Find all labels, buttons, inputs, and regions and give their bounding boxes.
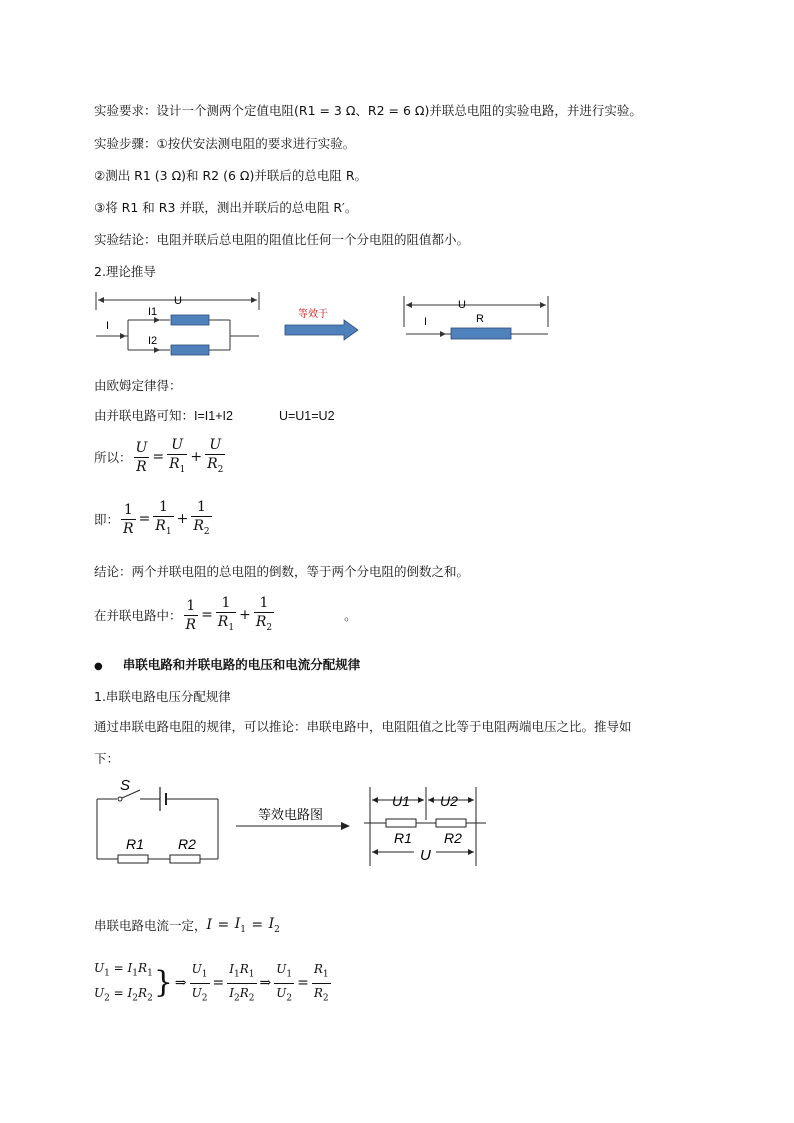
r1-label: R1 bbox=[126, 836, 144, 852]
parallel-relation: 由并联电路可知：I=I1+I2 U=U1=U2 bbox=[94, 408, 335, 423]
r1-eq-label: R1 bbox=[394, 830, 412, 846]
formula-in-parallel: 在并联电路中： $\frac{1}{R}$ = $\frac{1}{R_1}$ + $\frac{1}{R_2}$ 。 bbox=[94, 595, 357, 633]
u-label: U bbox=[174, 295, 182, 307]
parallel-current: I=I1+I2 bbox=[194, 409, 233, 423]
switch-icon bbox=[118, 797, 122, 801]
switch-label: S bbox=[120, 777, 131, 794]
u1-label: U1 bbox=[392, 793, 410, 809]
formula-reciprocal: 即： $\frac{1}{R}$ = $\frac{1}{R_1}$ + $\frac{1}{R_2}$ bbox=[94, 499, 210, 537]
r2-label: R2 bbox=[178, 836, 196, 852]
section-heading: ● 串联电路和并联电路的电压和电流分配规律 bbox=[94, 657, 361, 672]
experiment-requirement: 实验要求：设计一个测两个定值电阻(R1 = 3 Ω、R2 = 6 Ω)并联总电阻的实验电路，并进行实验。 bbox=[94, 103, 642, 118]
ohm-law: 由欧姆定律得： bbox=[94, 378, 182, 393]
i1-label: I1 bbox=[148, 306, 158, 318]
experiment-step-3: ③将 R1 和 R3 并联，测出并联后的总电阻 R′。 bbox=[94, 200, 358, 215]
i-label: I bbox=[106, 320, 110, 332]
experiment-step-2: ②测出 R1 (3 Ω)和 R2 (6 Ω)并联后的总电阻 R。 bbox=[94, 168, 367, 183]
bullet-icon: ● bbox=[94, 661, 103, 672]
series-sub-heading: 1.串联电路电压分配规律 bbox=[94, 689, 231, 704]
theory-heading: 2.理论推导 bbox=[94, 264, 156, 279]
experiment-steps-intro: 实验步骤：①按伏安法测电阻的要求进行实验。 bbox=[94, 136, 356, 151]
series-current-formula: 串联电路电流一定， I = $I_1$ = $I_2$ bbox=[94, 916, 280, 935]
i2-label: I2 bbox=[148, 335, 158, 347]
series-intro-line-2: 下： bbox=[94, 751, 120, 766]
theory-conclusion: 结论：两个并联电阻的总电阻的倒数，等于两个分电阻的倒数之和。 bbox=[94, 564, 470, 579]
i3-label: I bbox=[424, 316, 428, 328]
formula-u-over-r: 所以： $\frac{U}{R}$ = $\frac{U}{R_1}$ + $\frac{U}{R_2}$ bbox=[94, 437, 224, 475]
resistor-r1-series bbox=[118, 855, 148, 863]
equivalent-circuit-label: 等效电路图 bbox=[258, 807, 324, 822]
parallel-voltage: U=U1=U2 bbox=[278, 409, 335, 423]
r-label: R bbox=[476, 313, 484, 325]
resistor-r2-series bbox=[170, 855, 200, 863]
equivalent-label: 等效于 bbox=[298, 309, 328, 320]
series-intro-line-1: 通过串联电路电阻的规律，可以推论：串联电路中，电阻阻值之比等于电阻两端电压之比。推导如 bbox=[94, 719, 632, 734]
series-derivation-formula: $U_1 = I_1R_1$ $U_2 = I_2R_2$ } ⇒ $\frac{U_1}{U_2}$ = $\frac{I_1R_1}{I_2R_2}$ ⇒ $\frac{U_1}{U_2}$ = $\frac{R_1}{R_2}$ bbox=[94, 961, 329, 1004]
r2-eq-label: R2 bbox=[444, 830, 462, 846]
u-total-label: U bbox=[420, 847, 431, 864]
experiment-conclusion: 实验结论：电阻并联后总电阻的阻值比任何一个分电阻的阻值都小。 bbox=[94, 232, 470, 247]
u2-series-label: U2 bbox=[440, 793, 458, 809]
u2-label: U bbox=[458, 299, 466, 311]
